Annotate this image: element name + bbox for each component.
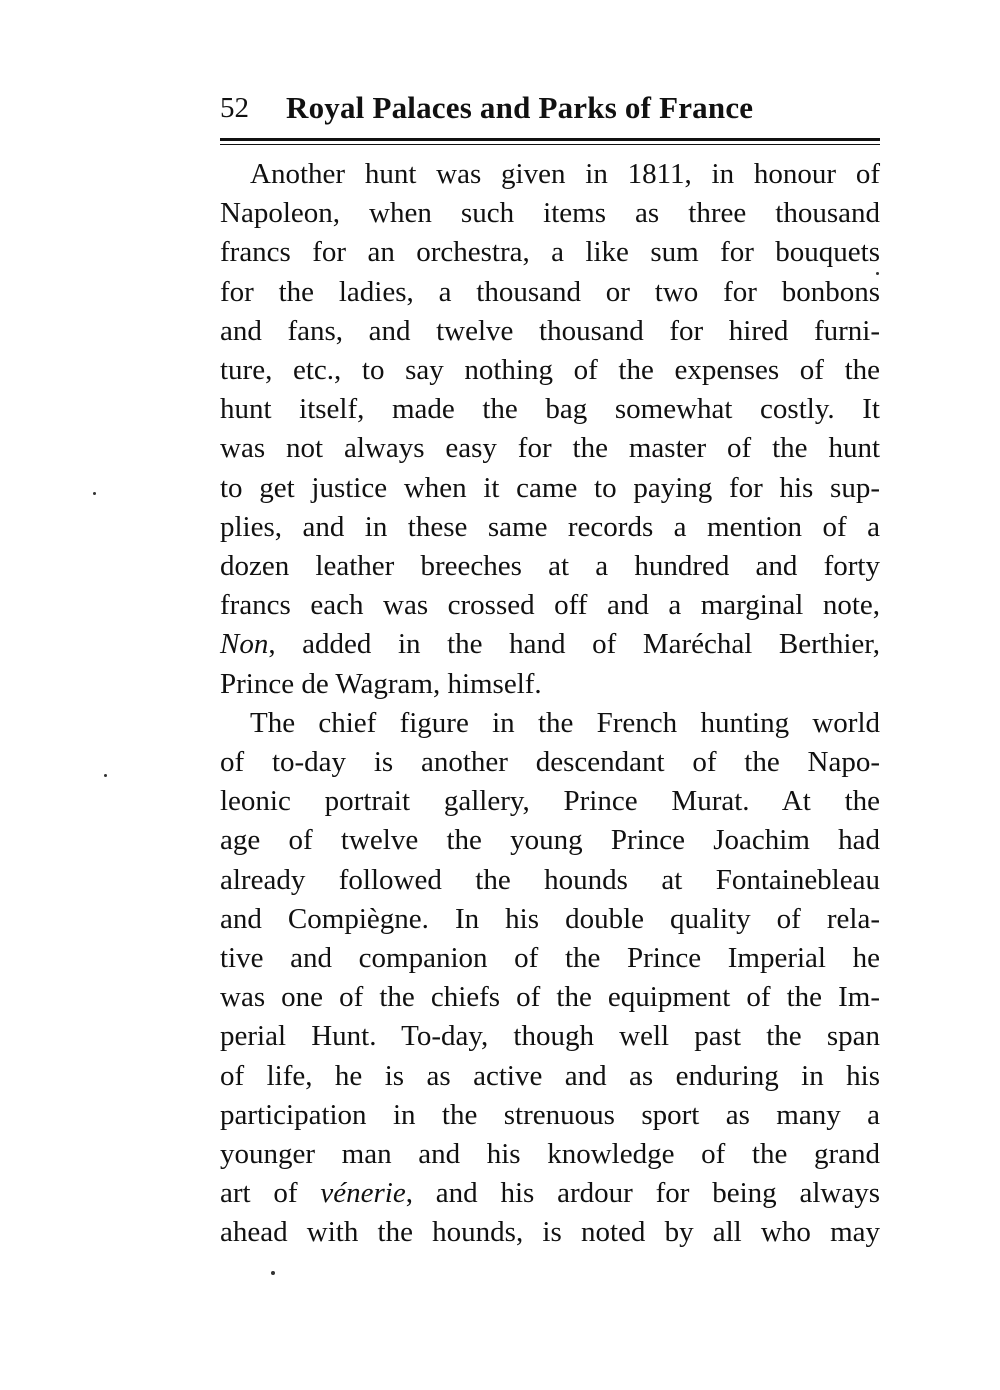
scan-speck [876, 272, 879, 275]
text-line: already followed the hounds at Fontainebleau [220, 863, 880, 896]
text-line: dozen leather breeches at a hundred and forty [220, 550, 880, 583]
page-number: 52 [220, 92, 249, 124]
text-line: Napoleon, when such items as three thousand [220, 197, 880, 230]
text-fragment: , and his ardour for being always [405, 1177, 880, 1210]
text-line: ture, etc., to say nothing of the expenses of the [220, 354, 880, 387]
text-line: younger man and his knowledge of the grand [220, 1138, 880, 1171]
text-line [220, 625, 880, 664]
text-line: was one of the chiefs of the equipment of the Im- [220, 981, 880, 1014]
text-line: and Compiègne. In his double quality of rela- [220, 902, 880, 935]
scan-speck [271, 1271, 275, 1275]
text-line: to get justice when it came to paying for his sup- [220, 471, 880, 504]
text-line: tive and companion of the Prince Imperial he [220, 942, 880, 975]
running-title: Royal Palaces and Parks of France [286, 90, 754, 125]
text-line: plies, and in these same records a mention of a [220, 510, 880, 543]
text-line: Another hunt was given in 1811, in honour of [250, 158, 880, 190]
body-text [220, 155, 880, 1253]
text-line: was not always easy for the master of the hunt [220, 432, 880, 465]
text-line: for the ladies, a thousand or two for bonbons [220, 275, 880, 308]
italic-word: vénerie [320, 1177, 406, 1210]
text-line: ahead with the hounds, is noted by all who may [220, 1216, 880, 1249]
text-line: francs for an orchestra, a like sum for bouquets [220, 236, 880, 269]
header-rule-thick [220, 138, 880, 141]
italic-word: Non [220, 628, 269, 661]
text-line: age of twelve the young Prince Joachim had [220, 824, 880, 857]
text-line: francs each was crossed off and a marginal note, [220, 589, 880, 622]
text-line: hunt itself, made the bag somewhat costly. It [220, 393, 880, 426]
scan-speck [93, 492, 96, 495]
text-line [220, 1174, 880, 1213]
paragraph-2 [220, 704, 880, 1253]
text-line: Prince de Wagram, himself. [220, 667, 542, 700]
paragraph-1 [220, 155, 880, 704]
text-line: The chief figure in the French hunting world [250, 706, 880, 739]
text-line: of life, he is as active and as enduring in his [220, 1059, 880, 1092]
text-fragment: , added in the hand of Maréchal Berthier, [268, 628, 880, 661]
text-fragment: art of [220, 1177, 321, 1210]
header-rule-thin [220, 144, 880, 145]
text-line: participation in the strenuous sport as many a [220, 1098, 880, 1131]
text-line: perial Hunt. To-day, though well past the span [220, 1020, 880, 1053]
text-line: and fans, and twelve thousand for hired furni- [220, 314, 880, 347]
scan-speck [104, 774, 107, 777]
text-line: of to-day is another descendant of the Napo- [220, 746, 880, 779]
text-line: leonic portrait gallery, Prince Murat. At the [220, 785, 880, 818]
page-header [220, 88, 880, 128]
